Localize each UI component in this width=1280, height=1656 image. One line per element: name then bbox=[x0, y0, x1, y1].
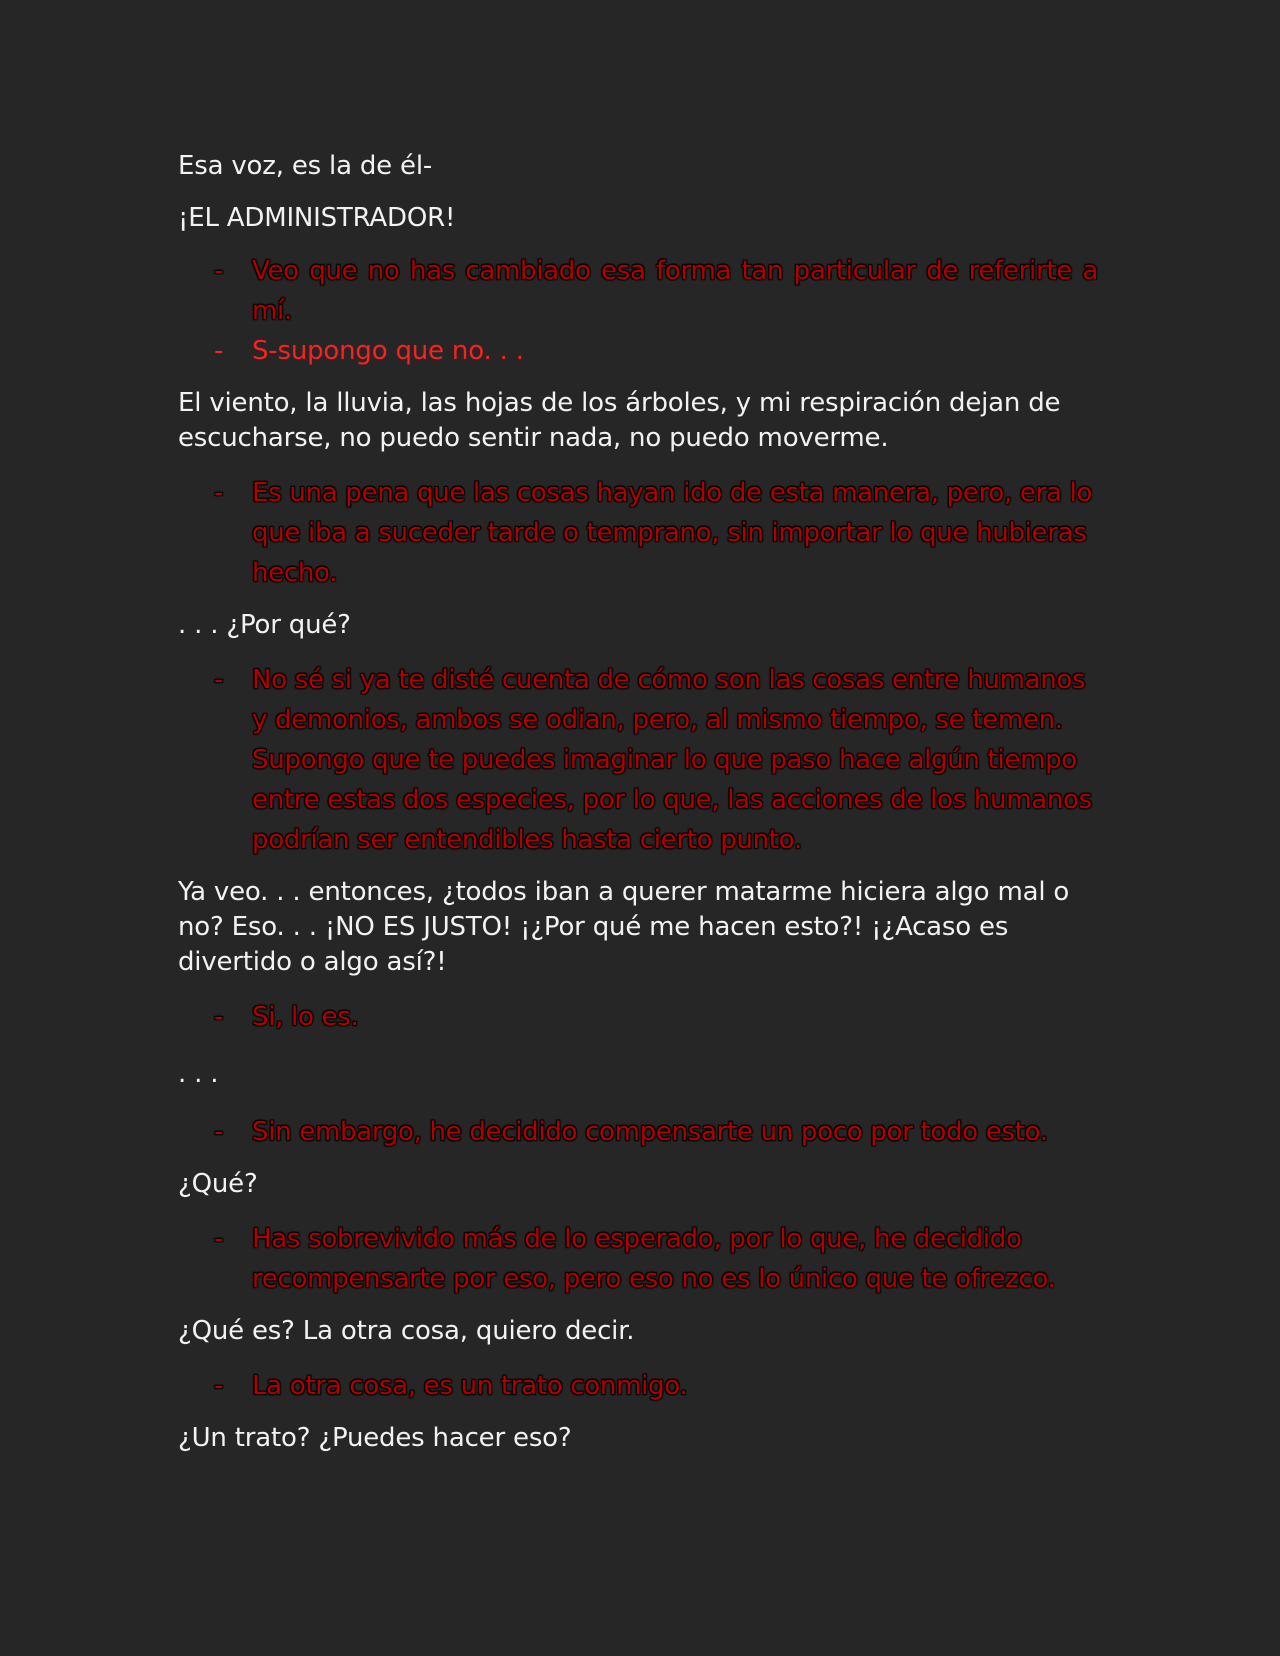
dialogue-line bbox=[178, 1112, 1098, 1152]
dialogue-dash: - bbox=[214, 665, 224, 695]
narration-line: Esa voz, es la de él- bbox=[178, 151, 433, 181]
dialogue-text: Sin embargo, he decidido compensarte un poco por todo esto. bbox=[252, 1117, 1048, 1147]
dialogue-list bbox=[178, 1366, 1098, 1406]
dialogue-line bbox=[178, 251, 1098, 331]
dialogue-dash: - bbox=[214, 1117, 224, 1147]
narration-line: ¡EL ADMINISTRADOR! bbox=[178, 203, 456, 233]
narration-line: ¿Un trato? ¿Puedes hacer eso? bbox=[178, 1423, 572, 1453]
narration-line: ¿Qué es? La otra cosa, quiero decir. bbox=[178, 1316, 635, 1346]
dialogue-dash: - bbox=[214, 478, 224, 508]
dialogue-text: S-supongo que no. . . bbox=[252, 336, 524, 366]
narration-line: . . . bbox=[178, 1059, 219, 1089]
dialogue-dash: - bbox=[214, 336, 224, 366]
narration-line: ¿Qué? bbox=[178, 1169, 258, 1199]
narration-line: . . . ¿Por qué? bbox=[178, 610, 351, 640]
dialogue-text: La otra cosa, es un trato conmigo. bbox=[252, 1371, 688, 1401]
dialogue-list bbox=[178, 1219, 1098, 1299]
dialogue-list bbox=[178, 251, 1098, 371]
narration-line: El viento, la lluvia, las hojas de los árboles, y mi respiración dejan de escucharse, no puedo sentir nada, no puedo moverme. bbox=[178, 388, 1061, 453]
dialogue-text: Has sobrevivido más de lo esperado, por lo que, he decidido recompensarte por eso, pero eso no es lo único que te ofrezco. bbox=[252, 1224, 1056, 1294]
story-text bbox=[178, 149, 1098, 1456]
dialogue-list bbox=[178, 997, 1098, 1037]
dialogue-list bbox=[178, 473, 1098, 593]
dialogue-line bbox=[178, 660, 1098, 860]
dialogue-text: Es una pena que las cosas hayan ido de esta manera, pero, era lo que iba a suceder tarde o temprano, sin importar lo que hubieras hecho. bbox=[252, 478, 1093, 588]
dialogue-list bbox=[178, 660, 1098, 860]
dialogue-line bbox=[178, 1219, 1098, 1299]
dialogue-line bbox=[178, 997, 1098, 1037]
dialogue-text: Si, lo es. bbox=[252, 1002, 359, 1032]
dialogue-line bbox=[178, 331, 1098, 371]
dialogue-dash: - bbox=[214, 1224, 224, 1254]
dialogue-line bbox=[178, 473, 1098, 593]
dialogue-dash: - bbox=[214, 1371, 224, 1401]
dialogue-list bbox=[178, 1112, 1098, 1152]
dialogue-text: No sé si ya te disté cuenta de cómo son las cosas entre humanos y demonios, ambos se odian, pero, al mismo tiempo, se temen. Supongo que te puedes imaginar lo que paso hace algún tiempo entre estas dos especies, por lo que, las acciones de los humanos podrían ser entendibles hasta cierto punto. bbox=[252, 665, 1092, 855]
dialogue-dash: - bbox=[214, 1002, 224, 1032]
dialogue-line bbox=[178, 1366, 1098, 1406]
dialogue-text: Veo que no has cambiado esa forma tan particular de referirte a mí. bbox=[252, 256, 1098, 326]
narration-line: Ya veo. . . entonces, ¿todos iban a querer matarme hiciera algo mal o no? Eso. . . ¡NO ES JUSTO! ¡¿Por qué me hacen esto?! ¡¿Acaso es divertido o algo así?! bbox=[178, 877, 1070, 977]
dialogue-dash: - bbox=[214, 256, 224, 286]
